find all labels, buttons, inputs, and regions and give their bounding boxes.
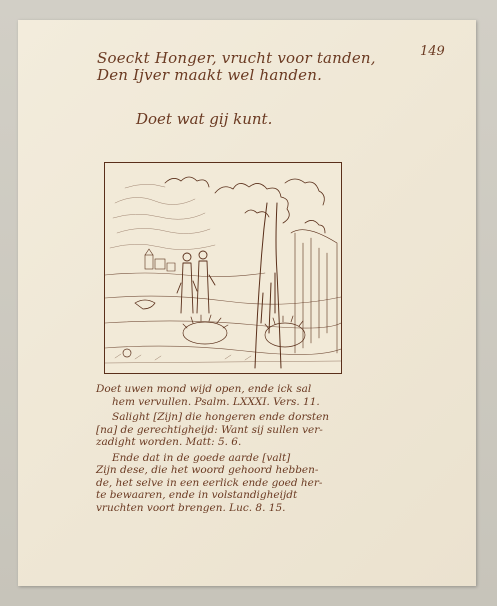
verse-line: Salight [Zijn] die hongeren ende dorsten	[112, 411, 330, 423]
verse-line: te bewaaren, ende in volstandigheijdt	[96, 489, 298, 501]
scripture-verses	[96, 383, 366, 517]
verse-line: de, het selve in een eerlick ende goed her-	[96, 476, 323, 489]
verse-line: hem vervullen. Psalm. LXXXI. Vers. 11.	[112, 395, 320, 408]
subtitle: Doet wat gij kunt.	[136, 110, 273, 128]
verse-line: Zijn dese, die het woord gehoord hebben-	[96, 464, 319, 476]
verse-block	[96, 452, 366, 515]
verse-line: zadight worden. Matt: 5. 6.	[96, 436, 242, 448]
motto-line-2: Den Ijver maakt wel handen.	[97, 66, 323, 84]
landscape-drawing	[105, 163, 341, 373]
emblem-illustration	[104, 162, 342, 374]
verse-line: Doet uwen mond wijd open, ende ick sal	[96, 383, 312, 395]
verse-block	[96, 411, 366, 449]
motto-line-1: Soeckt Honger, vrucht voor tanden,	[97, 49, 376, 67]
verse-line: vruchten voort brengen. Luc. 8. 15.	[96, 501, 286, 514]
verse-line: [na] de gerechtigheijd: Want sij sullen ver-	[96, 423, 323, 436]
motto	[97, 50, 376, 84]
verse-block	[96, 383, 366, 408]
verse-line: Ende dat in de goede aarde [valt]	[112, 451, 291, 464]
page-number: 149	[420, 44, 445, 59]
